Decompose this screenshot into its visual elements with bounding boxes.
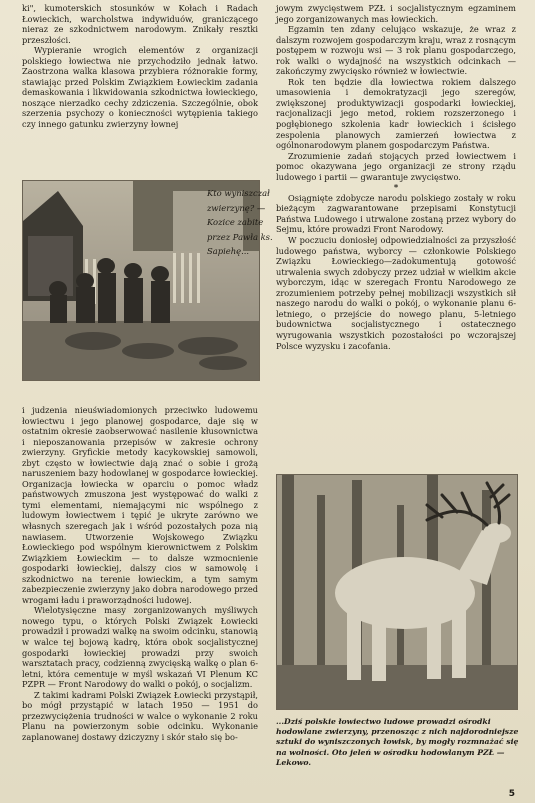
page-number: 5: [508, 789, 515, 799]
left-column-top-text: [22, 3, 258, 130]
paragraph: Wielotysięczne masy zorganizowanych myśliwych nowego typu, o których Polski Związek Łowiecki prowadził i prowadzi walkę na swoim odcinku, stanowią w walce tej bojową kadrę, która obok socjalistycznej gospodarki łowieckiej prowadzi przy swoich warsztatach pracy, codzienną zwycięską walkę o plan 6-letni, która cementuje w myśl wskazań VI Plenum KC PZPR — Front Narodowy do walki o pokój, o socjalizm.: [22, 605, 258, 690]
paragraph: i judzenia nieuświadomionych przeciwko ludowemu łowiectwu i jego planowej gospodarce, daje się w ostatnim okresie zaobserwować nasilenie kłusownictwa i nieposzanowania przepisów w zakresie ochrony zwierzyny. Gryfickie metody kacykowskiej samowoli, zbyt często w łowiectwie dają znać o sobie i grożą naruszeniem bazy hodowlanej w gospodarce łowieckiej. Organizacja łowiecka w oparciu o pomoc władz państwowych zmuszona jest występować do walki z tymi elementami, niemającymi nic wspólnego z ludowym łowiectwem i tępić je ukryte zarówno we własnych szeregach jak i wśród pozostałych poza nią nawiasem. Utworzenie Wojskowego Związku Łowieckiego pod wspólnym kierownictwem z Polskim Związkiem Łowieckim — to dalsze wzmocnienie gospodarki łowieckiej, dalszy cios w samowolę i szkodnictwo na terenie łowieckim, a tym samym zabezpieczenie zwierzyny jako dobra narodowego przed wrogami ładu i praworządności ludowej.: [22, 405, 258, 605]
paragraph: Wypieranie wrogich elementów z organizacji polskiego łowiectwa nie przychodziło jednak łatwo. Zaostrzona walka klasowa przybiera różnorakie formy, stawiając przed Polskim Związkiem Łowieckim zadania demaskowania i likwidowania szkodnictwa łowieckiego, noszące nierzadko cechy zdziczenia. Szczególnie, obok szerzenia psychozy o konieczności wytępienia takiego czy innego gatunku zwierzyny łownej: [22, 45, 258, 130]
photo-caption-bottom: ...Dziś polskie łowiectwo ludowe prowadzi ośrodki hodowlane zwierzyny, przenosząc z nich najdorodniejsze sztuki do wyniszczonych łowisk, by mogły rozmnażać się na wolności. Oto jeleń w ośrodku hodowlanym PZŁ — Lekowo.: [276, 717, 519, 767]
paragraph: ki", kumoterskich stosunków w Kołach i Radach Łowieckich, warcholstwa indywiduów, graniczącego nieraz ze szkodnictwem narodowym. Znikały resztki przeszłości.: [22, 3, 258, 45]
paragraph: Egzamin ten zdany celująco wskazuje, że wraz z dalszym rozwojem gospodarczym kraju, wraz z rosnącym postępem w rozwoju wsi — 3 rok planu gospodarczego, rok walki o wydajność na wszystkich odcinkach — zakończymy zwycięsko również w łowiectwie.: [276, 24, 516, 77]
stag-photo: [276, 474, 518, 710]
paragraph: Zrozumienie zadań stojących przed łowiectwem i pomoc okazywana jego organizacji ze strony rządu ludowego i partii — gwarantuje zwycięstwo.: [276, 150, 516, 182]
paragraph: jowym zwycięstwem PZŁ i socjalistycznym egzaminem jego zorganizowanych mas łowieckich.: [276, 3, 516, 24]
paragraph: Osiągnięte zdobycze narodu polskiego zostały w roku bieżącym zagwarantowane przepisami Konstytucji Państwa Ludowego i utrwalone zostaną przez wybory do Sejmu, które prowadzi Front Narodowy.: [276, 192, 516, 235]
paragraph: Rok ten będzie dla łowiectwa rokiem dalszego umasowienia i demokratyzacji jego szeregów, zwiększonej produktywizacji gospodarki łowieckiej, racjonalizacji jego metod, rokiem rozszerzonego i pogłębionego szkolenia kadr łowieckich i ścisłego zespolenia planowych zamierzeń łowiectwa z ogólnonarodowym planem gospodarczym Państwa.: [276, 76, 516, 151]
left-column-bottom-text: [22, 405, 258, 743]
right-column-text: [276, 3, 516, 351]
paragraph: Z takimi kadrami Polski Związek Łowiecki przystąpił, bo mógł przystąpić w latach 1950 — 1951 do przezwyciężenia trudności w walce o wykonanie 2 roku Planu na powierzonym sobie odcinku. Wykonanie zaplanowanej dostawy dziczyzny i skór stało się bo-: [22, 689, 258, 742]
paragraph: W poczuciu doniosłej odpowiedzialności za przyszłość ludowego państwa, wyborcy — członkowie Polskiego Związku Łowieckiego—zadokumentują gotowość utrwalenia swych zdobyczy przez udział w wielkim akcie wyborczym, idąc w szeregach Frontu Narodowego ze zrozumieniem potrzeby pełnej mobilizacji wszystkich sił naszego narodu do walki o pokój, o wykonanie planu 6-letniego, o przejście do nowego planu, 5-letniego budownictwa socjalistycznego i ostatecznego wyrugowania wszystkich pozostałości po wczorajszej Polsce wyzysku i zacofania.: [276, 235, 516, 351]
photo-caption-top: Kto wyniszczał zwierzynę? — Kozice zabite przez Pawła ks. Sapiehę...: [207, 188, 273, 257]
section-separator: *: [393, 182, 399, 193]
stag-photo-image: [277, 475, 517, 709]
